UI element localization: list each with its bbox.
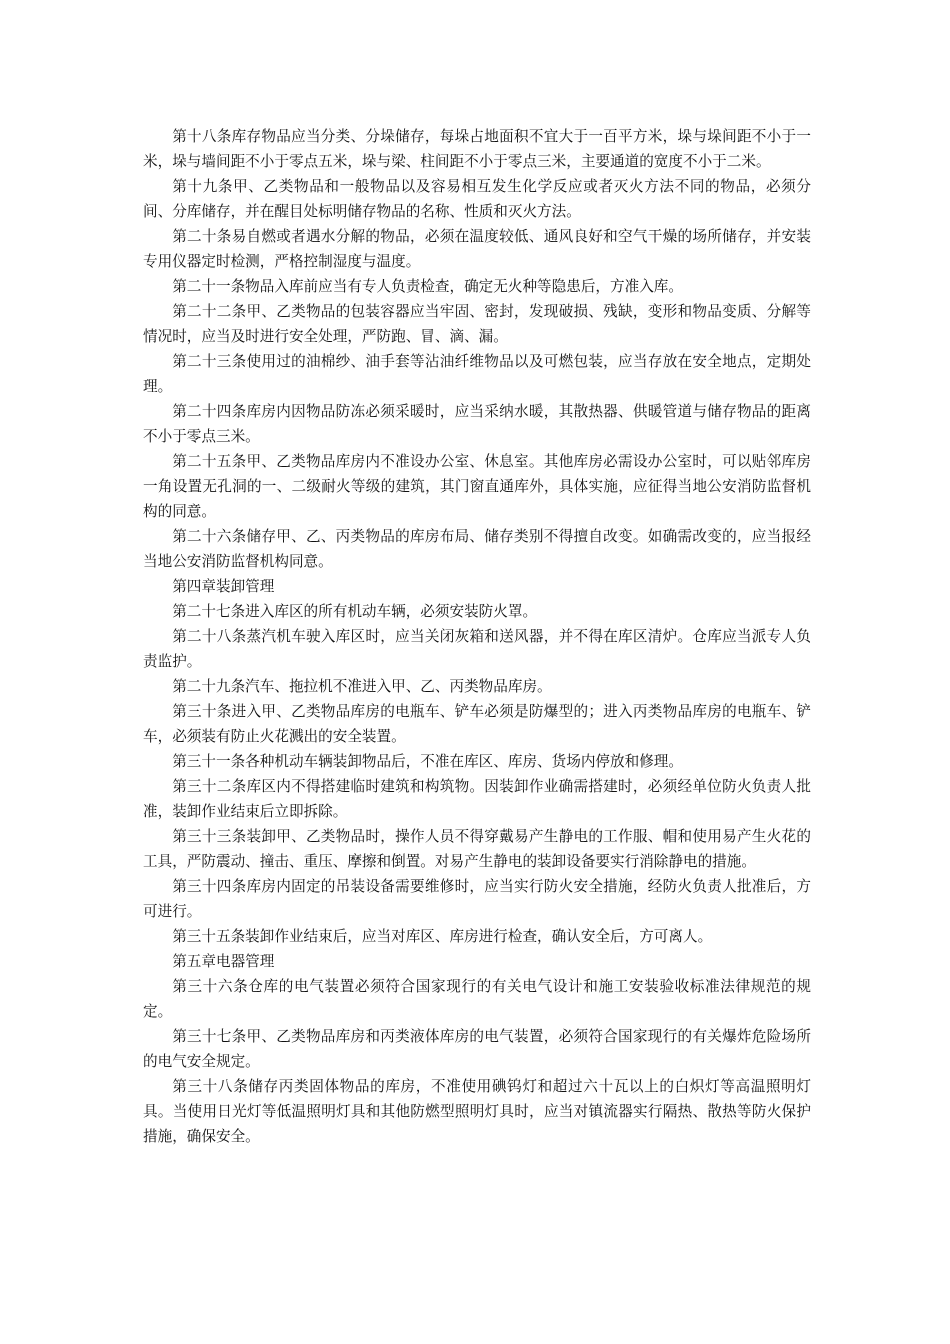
article-18: 第十八条库存物品应当分类、分垛储存，每垛占地面积不宜大于一百平方米，垛与垛间距不小于一米，垛与墙间距不小于零点五米，垛与梁、柱间距不小于零点三米，主要通道的宽度不小于二米。: [143, 128, 811, 170]
article-24: 第二十四条库房内因物品防冻必须采暖时，应当采纳水暖，其散热器、供暖管道与储存物品的距离不小于零点三米。: [143, 403, 811, 445]
article-23: 第二十三条使用过的油棉纱、油手套等沾油纤维物品以及可燃包装，应当存放在安全地点，定期处理。: [143, 353, 811, 395]
article-21: 第二十一条物品入库前应当有专人负责检查，确定无火种等隐患后，方准入库。: [172, 278, 683, 295]
article-29: 第二十九条汽车、拖拉机不准进入甲、乙、丙类物品库房。: [172, 678, 552, 695]
article-34: 第三十四条库房内固定的吊装设备需要维修时，应当实行防火安全措施，经防火负责人批准后，方可进行。: [143, 878, 811, 920]
article-37: 第三十七条甲、乙类物品库房和丙类液体库房的电气装置，必须符合国家现行的有关爆炸危险场所的电气安全规定。: [143, 1028, 811, 1070]
article-36: 第三十六条仓库的电气装置必须符合国家现行的有关电气设计和施工安装验收标准法律规范的规定。: [143, 978, 811, 1020]
article-32: 第三十二条库区内不得搭建临时建筑和构筑物。因装卸作业确需搭建时，必须经单位防火负责人批准，装卸作业结束后立即拆除。: [143, 778, 811, 820]
chapter-5-heading: 第五章电器管理: [172, 953, 275, 970]
article-25: 第二十五条甲、乙类物品库房内不准设办公室、休息室。其他库房必需设办公室时，可以贴邻库房一角设置无孔洞的一、二级耐火等级的建筑，其门窗直通库外，具体实施，应征得当地公安消防监督机构的同意。: [143, 453, 811, 520]
article-30: 第三十条进入甲、乙类物品库房的电瓶车、铲车必须是防爆型的；进入丙类物品库房的电瓶车、铲车，必须装有防止火花溅出的安全装置。: [143, 703, 811, 745]
article-19: 第十九条甲、乙类物品和一般物品以及容易相互发生化学反应或者灭火方法不同的物品，必须分间、分库储存，并在醒目处标明储存物品的名称、性质和灭火方法。: [143, 178, 811, 220]
article-27: 第二十七条进入库区的所有机动车辆，必须安装防火罩。: [172, 603, 538, 620]
article-26: 第二十六条储存甲、乙、丙类物品的库房布局、储存类别不得擅自改变。如确需改变的，应当报经当地公安消防监督机构同意。: [143, 528, 811, 570]
document-page: [143, 124, 811, 1149]
chapter-4-heading: 第四章装卸管理: [172, 578, 275, 595]
article-28: 第二十八条蒸汽机车驶入库区时，应当关闭灰箱和送风器，并不得在库区清炉。仓库应当派专人负责监护。: [143, 628, 811, 670]
article-20: 第二十条易自燃或者遇水分解的物品，必须在温度较低、通风良好和空气干燥的场所储存，并安装专用仪器定时检测，严格控制湿度与温度。: [143, 228, 811, 270]
article-33: 第三十三条装卸甲、乙类物品时，操作人员不得穿戴易产生静电的工作服、帽和使用易产生火花的工具，严防震动、撞击、重压、摩擦和倒置。对易产生静电的装卸设备要实行消除静电的措施。: [143, 828, 811, 870]
article-31: 第三十一条各种机动车辆装卸物品后，不准在库区、库房、货场内停放和修理。: [172, 753, 683, 770]
article-38: 第三十八条储存丙类固体物品的库房，不准使用碘钨灯和超过六十瓦以上的白炽灯等高温照明灯具。当使用日光灯等低温照明灯具和其他防燃型照明灯具时，应当对镇流器实行隔热、散热等防火保护措施，确保安全。: [143, 1078, 811, 1145]
article-22: 第二十二条甲、乙类物品的包装容器应当牢固、密封，发现破损、残缺，变形和物品变质、分解等情况时，应当及时进行安全处理，严防跑、冒、滴、漏。: [143, 303, 811, 345]
article-35: 第三十五条装卸作业结束后，应当对库区、库房进行检查，确认安全后，方可离人。: [172, 928, 713, 945]
